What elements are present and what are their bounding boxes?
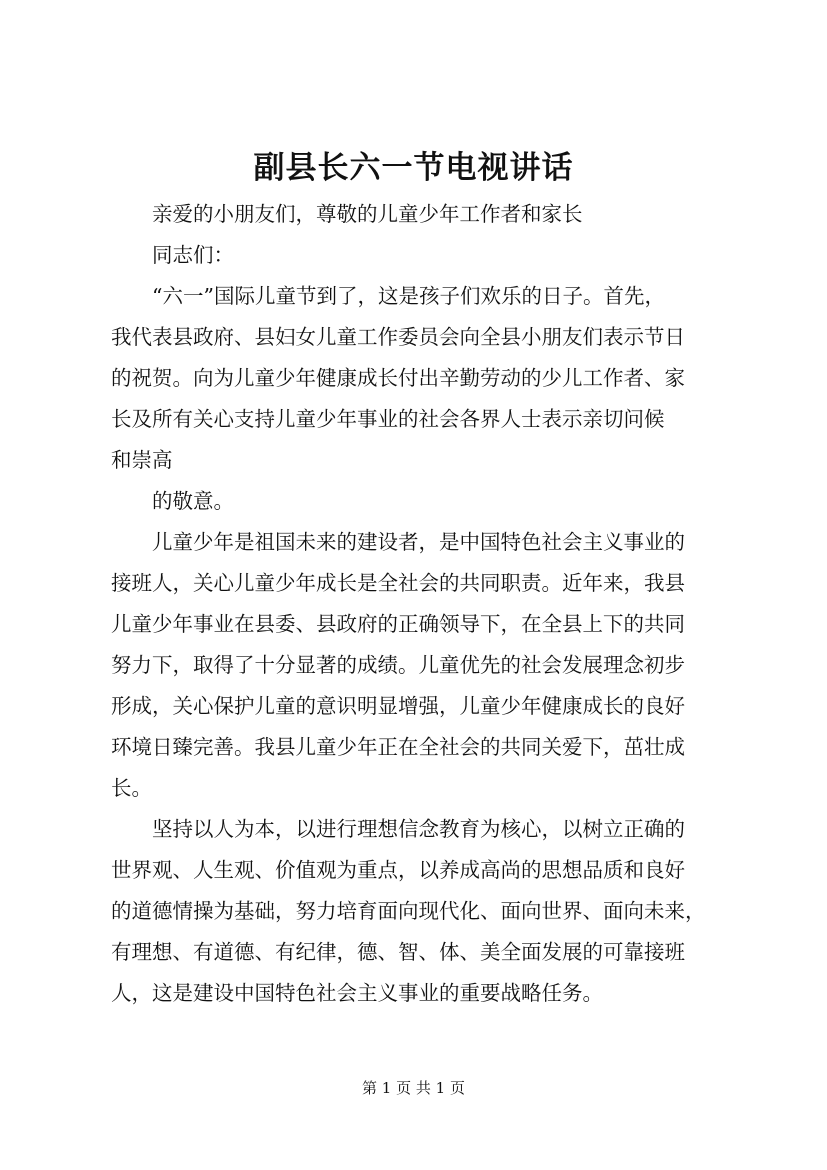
paragraph-3-line-4: 有理想、有道德、有纪律，德、智、体、美全面发展的可靠接班 xyxy=(111,940,685,964)
paragraph-3-line-2: 世界观、人生观、价值观为重点，以养成高尚的思想品质和良好 xyxy=(111,858,685,882)
page-title: 副县长六一节电视讲话 xyxy=(253,150,574,186)
paragraph-1-line-3: 的祝贺。向为儿童少年健康成长付出辛勤劳动的少儿工作者、家 xyxy=(111,366,685,390)
paragraph-1-line-4: 长及所有关心支持儿童少年事业的社会各界人士表示亲切问候 xyxy=(111,407,665,431)
paragraph-2-line-6: 环境日臻完善。我县儿童少年正在全社会的共同关爱下，茁壮成 xyxy=(111,735,685,759)
document-body xyxy=(111,194,723,1014)
paragraph-1-line-6: 的敬意。 xyxy=(152,489,234,513)
salutation-line-2: 同志们： xyxy=(152,243,234,267)
paragraph-1-line-2: 我代表县政府、县妇女儿童工作委员会向全县小朋友们表示节日 xyxy=(111,325,685,349)
paragraph-3-line-5: 人，这是建设中国特色社会主义事业的重要战略任务。 xyxy=(111,981,603,1005)
paragraph-2-line-4: 努力下，取得了十分显著的成绩。儿童优先的社会发展理念初步 xyxy=(111,653,685,677)
paragraph-2-line-7: 长。 xyxy=(111,776,152,800)
paragraph-2-line-2: 接班人，关心儿童少年成长是全社会的共同职责。近年来，我县 xyxy=(111,571,685,595)
paragraph-3-line-1: 坚持以人为本，以进行理想信念教育为核心，以树立正确的 xyxy=(152,817,685,841)
paragraph-1-line-1: “六一”国际儿童节到了，这是孩子们欢乐的日子。首先， xyxy=(152,284,665,308)
paragraph-2-line-5: 形成，关心保护儿童的意识明显增强，儿童少年健康成长的良好 xyxy=(111,694,685,718)
paragraph-2-line-3: 儿童少年事业在县委、县政府的正确领导下，在全县上下的共同 xyxy=(111,612,685,636)
page-number-footer: 第 1 页 共 1 页 xyxy=(362,1079,465,1097)
paragraph-3-line-3: 的道德情操为基础，努力培育面向现代化、面向世界、面向未来， xyxy=(111,899,706,923)
salutation-line-1: 亲爱的小朋友们，尊敬的儿童少年工作者和家长 xyxy=(152,202,583,226)
paragraph-1-line-5: 和崇高 xyxy=(111,448,173,472)
paragraph-2-line-1: 儿童少年是祖国未来的建设者，是中国特色社会主义事业的 xyxy=(152,530,685,554)
